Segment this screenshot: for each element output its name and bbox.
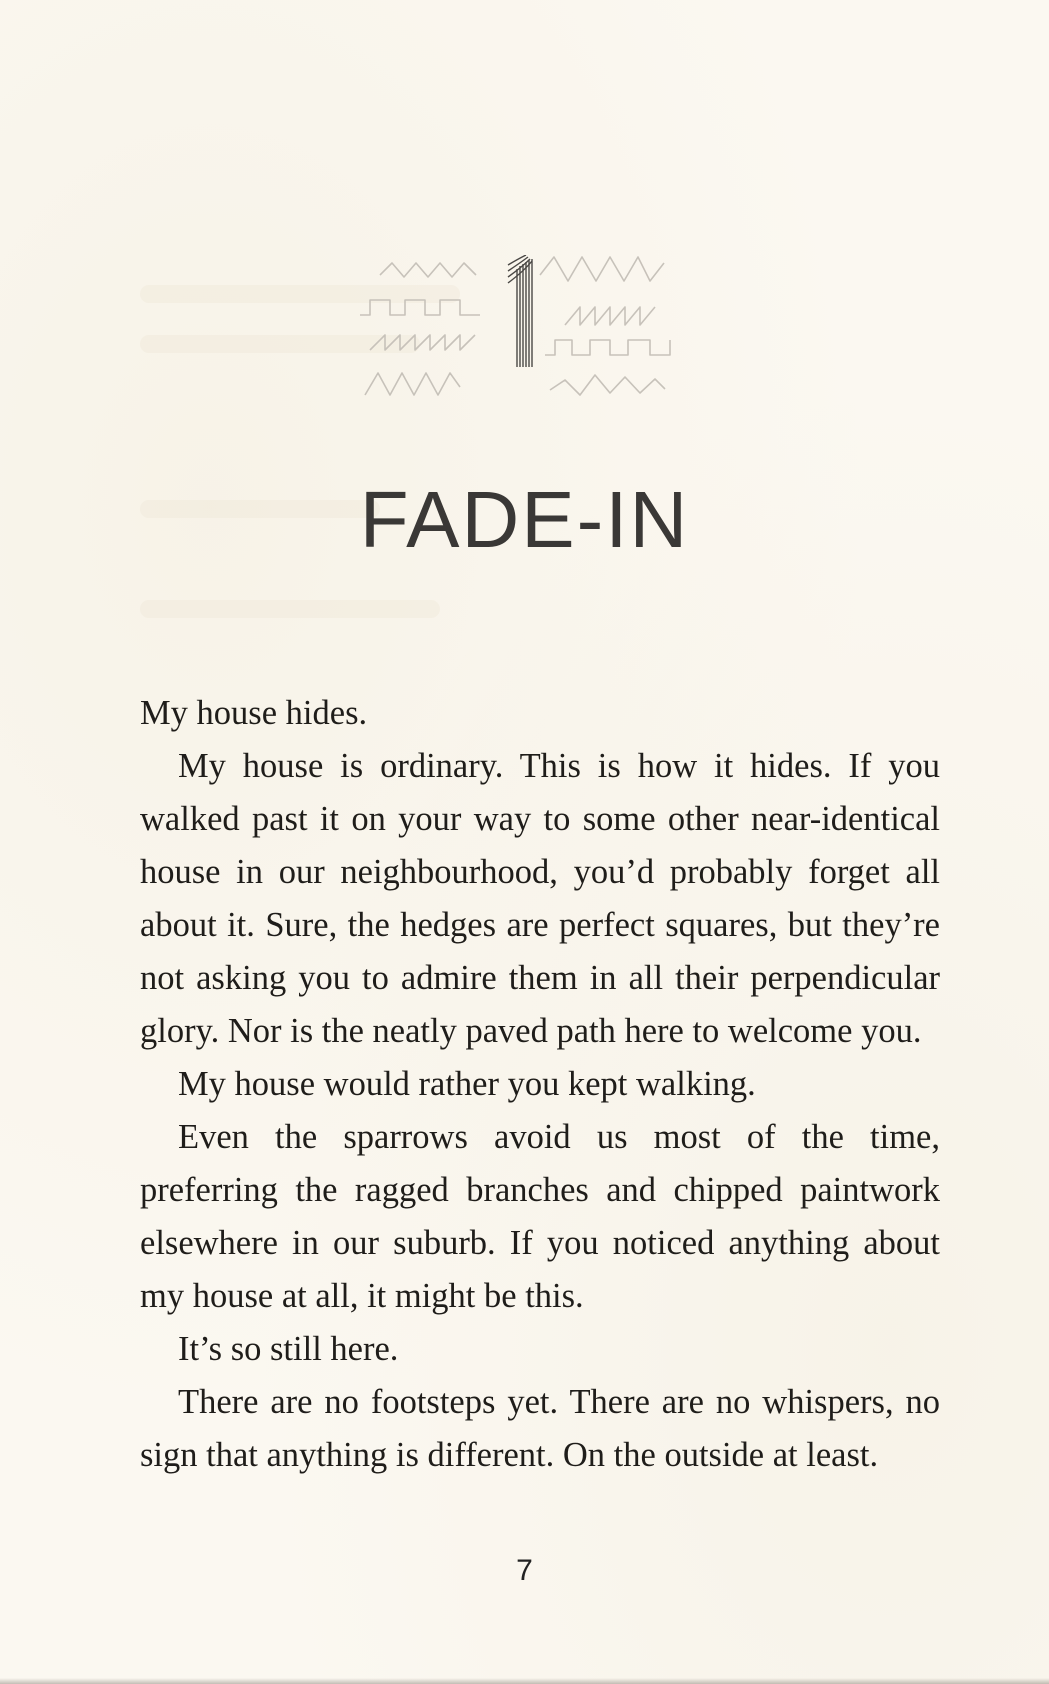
- show-through-smudge: [140, 600, 440, 618]
- page-edge: [0, 1678, 1049, 1684]
- waveform-icon: [360, 255, 740, 445]
- chapter-number-ornament: [360, 255, 740, 445]
- paragraph: My house hides.: [140, 694, 368, 732]
- paragraph: There are no footsteps yet. There are no whispers, no sign that anything is different. On the outside at least.: [140, 1383, 940, 1474]
- paragraph: My house would rather you kept walking.: [178, 1065, 756, 1103]
- paragraph: My house is ordinary. This is how it hides. If you walked past it on your way to some other near-identical house in our neighbourhood, you’d probably forget all about it. Sure, the hedges are perfect squares, but they’re not asking you to admire them in all their perpendicular glory. Nor is the neatly paved path here to welcome you.: [140, 747, 940, 1050]
- page-number: 7: [516, 1554, 533, 1587]
- chapter-body: [140, 687, 940, 1482]
- paragraph: It’s so still here.: [178, 1330, 399, 1368]
- chapter-title: FADE-IN: [359, 475, 690, 564]
- paragraph: Even the sparrows avoid us most of the time, preferring the ragged branches and chipped paintwork elsewhere in our suburb. If you noticed anything about my house at all, it might be this.: [140, 1118, 940, 1315]
